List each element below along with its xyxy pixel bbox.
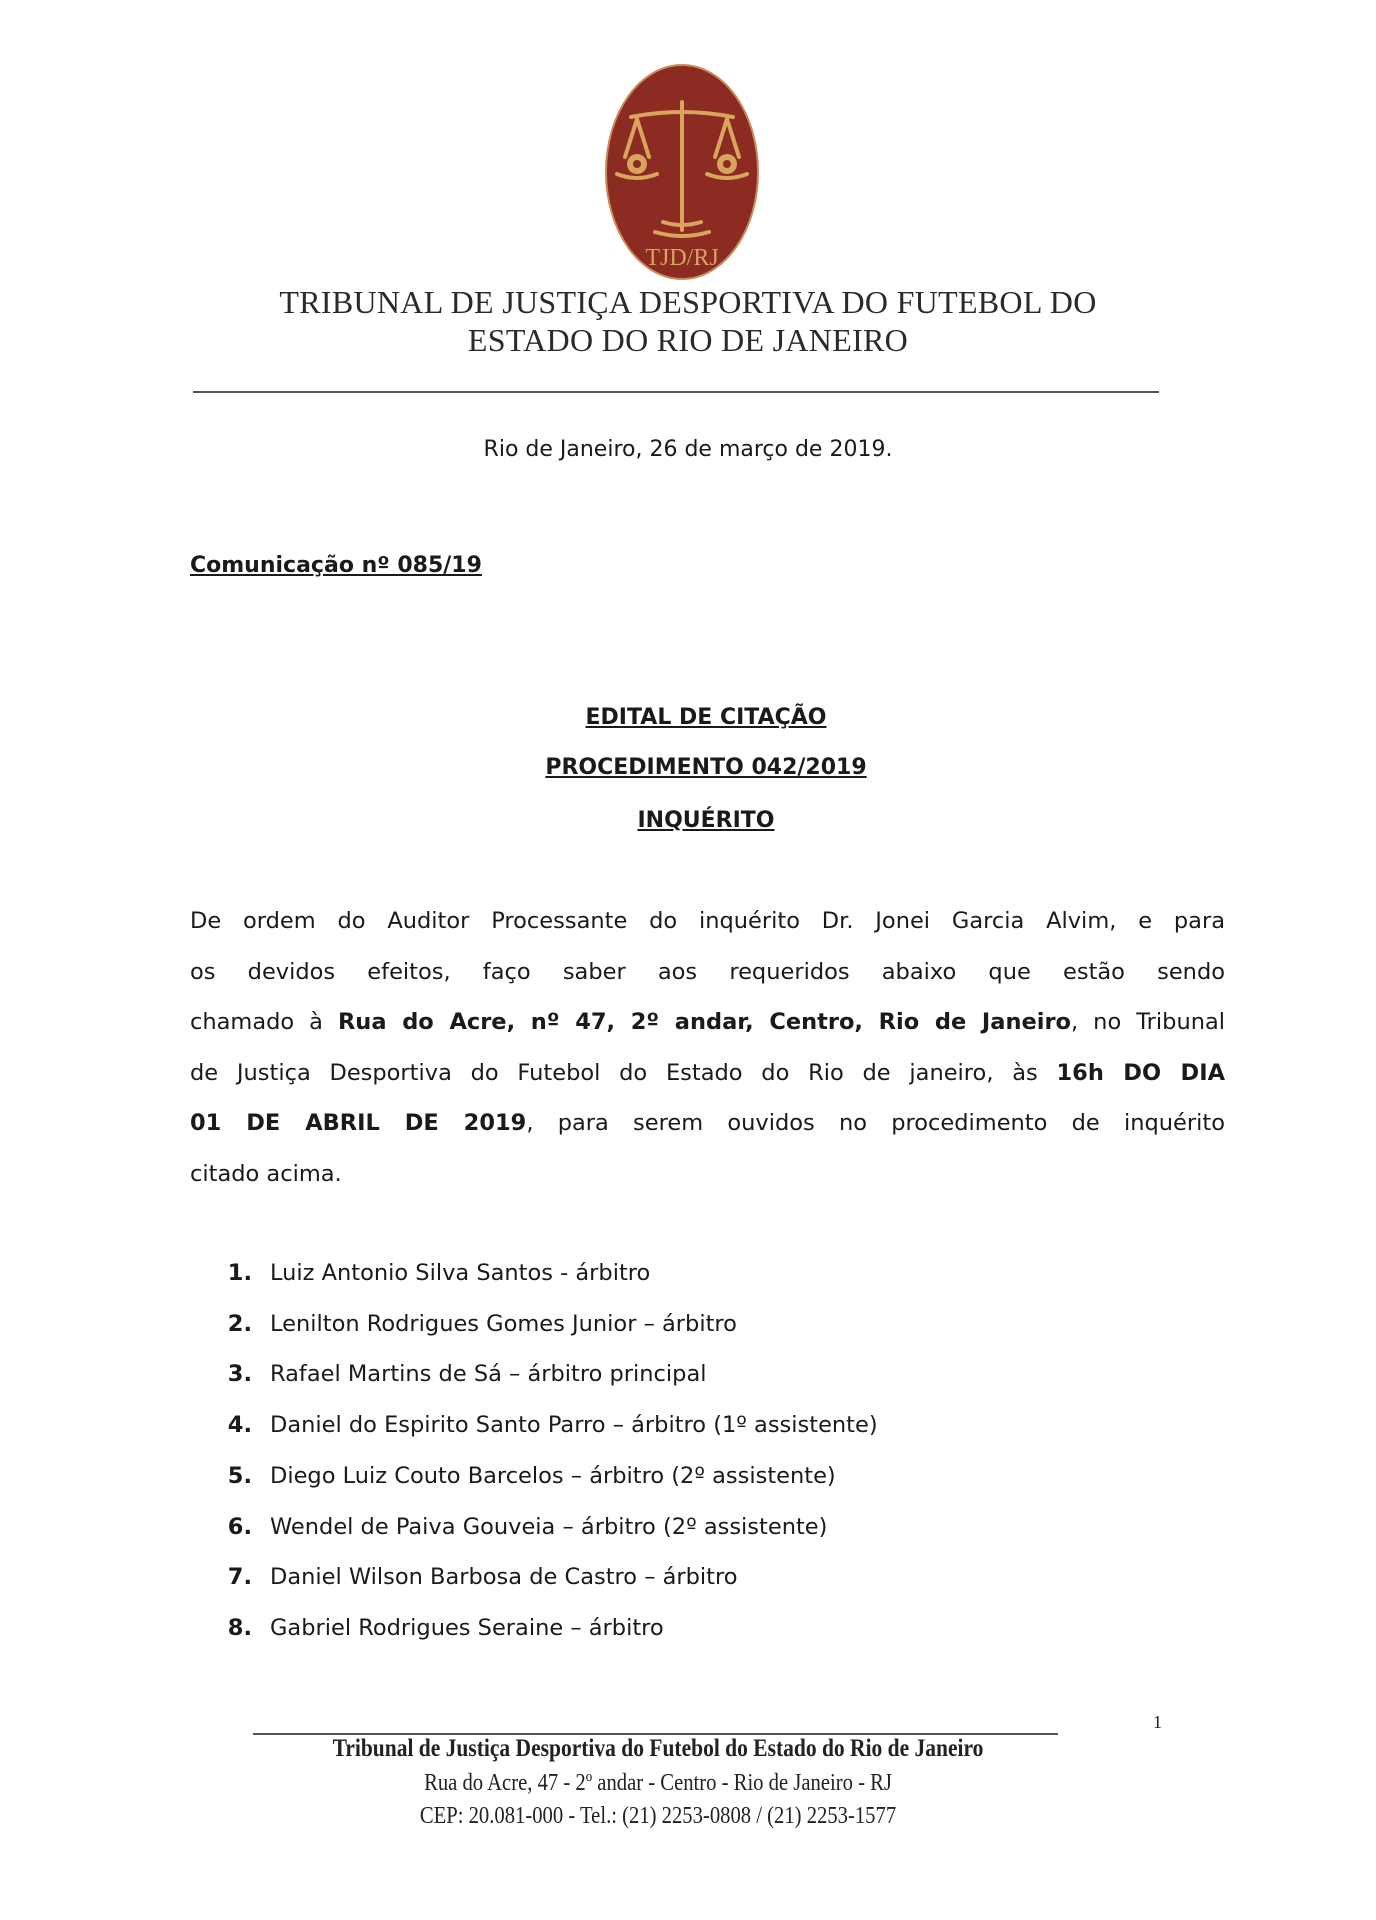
footer-address: Rua do Acre, 47 - 2º andar - Centro - Rio de Janeiro - RJ: [424, 1770, 892, 1796]
document-date: Rio de Janeiro, 26 de março de 2019.: [483, 437, 893, 462]
list-item-text: Lenilton Rodrigues Gomes Junior – árbitro: [270, 1310, 737, 1337]
list-item: [200, 1311, 737, 1337]
paragraph-text: chamado à: [190, 1009, 338, 1035]
list-item: [200, 1463, 836, 1489]
footer-name: Tribunal de Justiça Desportiva do Futebol do Estado do Rio de Janeiro: [332, 1735, 984, 1762]
paragraph-text: os devidos efeitos, faço saber aos requeridos abaixo que estão sendo: [190, 958, 1225, 985]
paragraph-line: [190, 1009, 1225, 1035]
paragraph-text: citado acima.: [190, 1160, 342, 1187]
paragraph-line: [190, 1161, 1225, 1187]
footer-contact: CEP: 20.081-000 - Tel.: (21) 2253-0808 / (21) 2253-1577: [419, 1803, 897, 1829]
list-item-number: 4.: [227, 1412, 252, 1439]
paragraph-text: de Justiça Desportiva do Futebol do Estado do Rio de janeiro, às: [190, 1059, 1057, 1086]
header-divider: [193, 391, 1159, 393]
list-item: [200, 1615, 664, 1641]
heading-inquerito: INQUÉRITO: [637, 808, 775, 833]
header-title-line1: TRIBUNAL DE JUSTIÇA DESPORTIVA DO FUTEBOL DO: [279, 284, 1097, 320]
paragraph-line: [190, 908, 1225, 934]
list-item-number: 7.: [227, 1564, 252, 1591]
list-item: [200, 1564, 738, 1590]
svg-text:TJD/RJ: TJD/RJ: [645, 245, 719, 271]
list-item: [200, 1361, 707, 1387]
list-item-number: 5.: [227, 1462, 252, 1489]
list-item-number: 3.: [227, 1361, 252, 1388]
list-item-text: Rafael Martins de Sá – árbitro principal: [270, 1361, 707, 1388]
heading-procedimento: PROCEDIMENTO 042/2019: [545, 755, 867, 780]
list-item-number: 1.: [227, 1260, 252, 1286]
paragraph-text: , para serem ouvidos no procedimento de inquérito: [526, 1110, 1225, 1136]
list-item-text: Luiz Antonio Silva Santos - árbitro: [270, 1260, 651, 1286]
paragraph-text: De ordem do Auditor Processante do inquérito Dr. Jonei Garcia Alvim, e para: [190, 908, 1225, 934]
list-item-text: Gabriel Rodrigues Seraine – árbitro: [270, 1614, 664, 1641]
list-item-text: Wendel de Paiva Gouveia – árbitro (2º assistente): [270, 1513, 828, 1540]
paragraph-bold-text: Rua do Acre, nº 47, 2º andar, Centro, Rio de Janeiro: [337, 1009, 1072, 1035]
communication-number: Comunicação nº 085/19: [190, 553, 482, 578]
header-title-line2: ESTADO DO RIO DE JANEIRO: [467, 322, 909, 358]
tjd-rj-logo: [603, 62, 761, 282]
list-item-number: 6.: [227, 1513, 252, 1540]
list-item: [200, 1260, 650, 1286]
paragraph-line: [190, 1060, 1225, 1086]
list-item-text: Diego Luiz Couto Barcelos – árbitro (2º assistente): [270, 1462, 836, 1489]
paragraph-text: , no Tribunal: [1071, 1009, 1225, 1035]
paragraph-bold-text: 01 DE ABRIL DE 2019: [190, 1110, 527, 1136]
paragraph-bold-text: 16h DO DIA: [1056, 1059, 1225, 1086]
list-item-text: Daniel do Espirito Santo Parro – árbitro (1º assistente): [270, 1412, 878, 1439]
list-item-number: 8.: [227, 1614, 252, 1641]
list-item-number: 2.: [227, 1310, 252, 1337]
paragraph-line: [190, 959, 1225, 985]
list-item: [200, 1514, 827, 1540]
list-item: [200, 1412, 878, 1438]
paragraph-line: [190, 1110, 1225, 1136]
page-number: 1: [1153, 1712, 1162, 1732]
heading-edital: EDITAL DE CITAÇÃO: [585, 705, 827, 730]
list-item-text: Daniel Wilson Barbosa de Castro – árbitro: [270, 1564, 738, 1591]
